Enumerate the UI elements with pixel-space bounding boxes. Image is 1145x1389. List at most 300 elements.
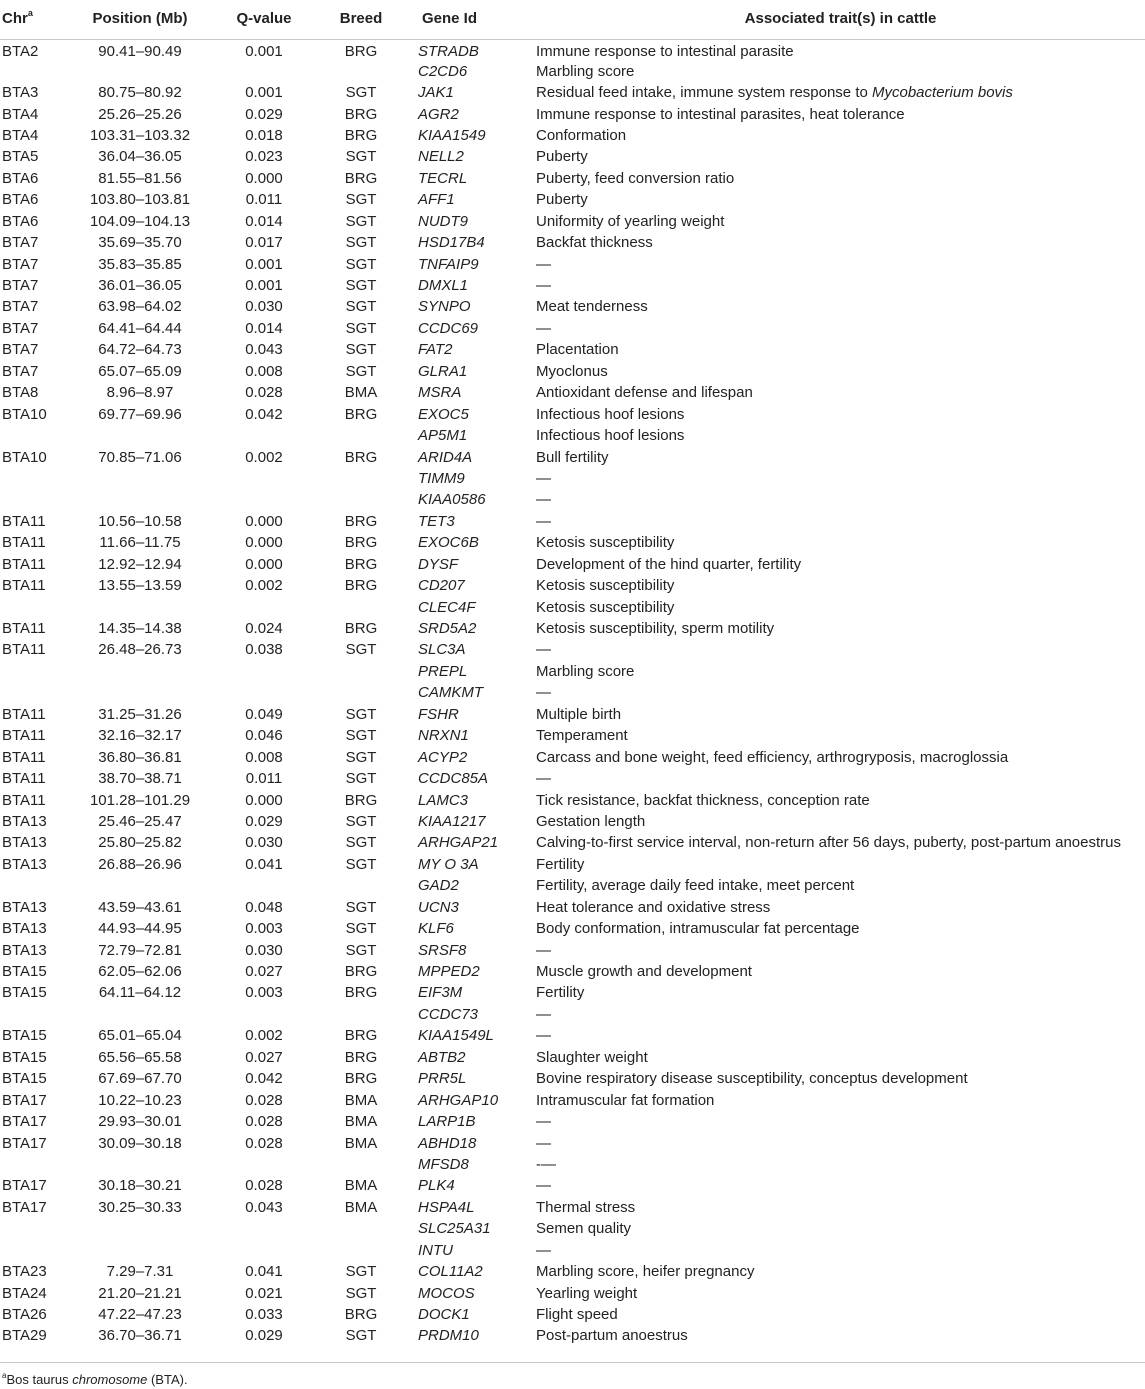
trait-cell: Semen quality bbox=[536, 1220, 632, 1238]
gene-cell: EIF3M bbox=[418, 984, 463, 1002]
position-cell: 64.41–64.44 bbox=[98, 319, 182, 337]
table-row bbox=[0, 961, 1145, 982]
trait-cell: Ketosis susceptibility bbox=[536, 577, 675, 595]
qvalue-cell: 0.000 bbox=[245, 512, 283, 530]
gene-cell: ARHGAP10 bbox=[418, 1091, 499, 1109]
breed-cell: BRG bbox=[344, 105, 378, 123]
qvalue-cell: 0.027 bbox=[245, 963, 283, 981]
breed-cell: SGT bbox=[345, 855, 377, 873]
table-row bbox=[0, 982, 1145, 1003]
gene-cell: INTU bbox=[418, 1241, 453, 1259]
breed-cell: SGT bbox=[345, 898, 377, 916]
chr-cell: BTA15 bbox=[2, 963, 47, 981]
trait-cell: Fertility bbox=[536, 855, 585, 873]
breed-cell: SGT bbox=[345, 277, 377, 295]
chr-cell: BTA15 bbox=[2, 1027, 47, 1045]
breed-cell: BRG bbox=[344, 555, 378, 573]
chr-cell: BTA13 bbox=[2, 941, 47, 959]
position-cell: 47.22–47.23 bbox=[98, 1306, 182, 1324]
chr-cell: BTA11 bbox=[2, 705, 46, 723]
table-row bbox=[0, 832, 1145, 853]
gene-cell: AP5M1 bbox=[418, 427, 468, 445]
position-cell: 21.20–21.21 bbox=[98, 1284, 182, 1302]
qvalue-cell bbox=[216, 596, 312, 617]
header-gene: Gene Id bbox=[410, 0, 536, 39]
trait-cell: Uniformity of yearling weight bbox=[536, 212, 725, 230]
table-row bbox=[0, 939, 1145, 960]
position-cell: 63.98–64.02 bbox=[98, 298, 182, 316]
position-cell bbox=[64, 596, 216, 617]
qvalue-cell: 0.029 bbox=[245, 812, 283, 830]
qvalue-cell: 0.030 bbox=[245, 834, 283, 852]
position-cell: 65.07–65.09 bbox=[98, 362, 182, 380]
table-row bbox=[0, 1197, 1145, 1218]
chr-cell: BTA17 bbox=[2, 1134, 47, 1152]
table-row bbox=[0, 554, 1145, 575]
qvalue-cell: 0.014 bbox=[245, 212, 283, 230]
qvalue-cell: 0.028 bbox=[245, 1113, 283, 1131]
breed-cell: SGT bbox=[345, 641, 377, 659]
position-cell: 104.09–104.13 bbox=[89, 212, 191, 230]
breed-cell bbox=[312, 596, 410, 617]
chr-cell: BTA7 bbox=[2, 298, 39, 316]
breed-cell bbox=[312, 682, 410, 703]
position-cell: 36.70–36.71 bbox=[98, 1327, 182, 1345]
gene-cell: CLEC4F bbox=[418, 598, 476, 616]
qvalue-cell: 0.027 bbox=[245, 1048, 283, 1066]
gene-cell: MPPED2 bbox=[418, 963, 480, 981]
table-row bbox=[0, 1240, 1145, 1261]
trait-cell: — bbox=[536, 941, 551, 959]
trait-cell: — bbox=[536, 512, 551, 530]
breed-cell: BRG bbox=[344, 791, 378, 809]
breed-cell: BRG bbox=[344, 963, 378, 981]
gene-cell: DOCK1 bbox=[418, 1306, 470, 1324]
breed-cell: BRG bbox=[344, 512, 378, 530]
gene-cell: HSPA4L bbox=[418, 1198, 475, 1216]
chr-cell: BTA7 bbox=[2, 362, 39, 380]
position-cell: 32.16–32.17 bbox=[98, 727, 182, 745]
trait-cell: Temperament bbox=[536, 727, 628, 745]
qvalue-cell: 0.029 bbox=[245, 1327, 283, 1345]
table-row bbox=[0, 146, 1145, 167]
table-row bbox=[0, 468, 1145, 489]
position-cell bbox=[64, 1218, 216, 1239]
breed-cell: SGT bbox=[345, 255, 377, 273]
trait-cell: — bbox=[536, 319, 551, 337]
breed-cell: SGT bbox=[345, 84, 377, 102]
breed-cell: BRG bbox=[344, 984, 378, 1002]
gene-cell: CCDC73 bbox=[418, 1005, 479, 1023]
trait-cell: Post-partum anoestrus bbox=[536, 1327, 688, 1345]
breed-cell: SGT bbox=[345, 1284, 377, 1302]
gene-cell: ABTB2 bbox=[418, 1048, 466, 1066]
breed-cell: SGT bbox=[345, 362, 377, 380]
position-cell: 43.59–43.61 bbox=[98, 898, 182, 916]
chr-cell: BTA17 bbox=[2, 1091, 47, 1109]
table-row bbox=[0, 1111, 1145, 1132]
gene-cell: KIAA1549 bbox=[418, 126, 486, 144]
table-row bbox=[0, 318, 1145, 339]
position-cell: 25.26–25.26 bbox=[98, 105, 182, 123]
position-cell: 29.93–30.01 bbox=[98, 1113, 182, 1131]
table-row bbox=[0, 511, 1145, 532]
header-trait: Associated trait(s) in cattle bbox=[536, 0, 1145, 39]
gene-cell: ARID4A bbox=[418, 448, 473, 466]
chr-cell: BTA13 bbox=[2, 920, 47, 938]
qvalue-cell: 0.028 bbox=[245, 1091, 283, 1109]
gene-cell: CCDC69 bbox=[418, 319, 479, 337]
chr-cell: BTA11 bbox=[2, 620, 46, 638]
position-cell: 30.18–30.21 bbox=[98, 1177, 182, 1195]
position-cell: 36.04–36.05 bbox=[98, 148, 182, 166]
breed-cell: SGT bbox=[345, 1327, 377, 1345]
trait-cell: Puberty, feed conversion ratio bbox=[536, 169, 735, 187]
breed-cell: SGT bbox=[345, 705, 377, 723]
trait-cell: — bbox=[536, 1027, 551, 1045]
gene-cell: AGR2 bbox=[418, 105, 459, 123]
qvalue-cell: 0.000 bbox=[245, 169, 283, 187]
table-row bbox=[0, 253, 1145, 274]
trait-cell: Bull fertility bbox=[536, 448, 609, 466]
chr-cell: BTA17 bbox=[2, 1177, 47, 1195]
gene-cell: GLRA1 bbox=[418, 362, 468, 380]
position-cell: 80.75–80.92 bbox=[98, 84, 182, 102]
qvalue-cell bbox=[216, 682, 312, 703]
table-row bbox=[0, 1132, 1145, 1153]
table-row bbox=[0, 875, 1145, 896]
qvalue-cell: 0.043 bbox=[245, 1198, 283, 1216]
trait-cell: Flight speed bbox=[536, 1306, 618, 1324]
position-cell: 65.01–65.04 bbox=[98, 1027, 182, 1045]
header-qvalue: Q-value bbox=[216, 0, 312, 39]
table-row bbox=[0, 768, 1145, 789]
table-row bbox=[0, 1025, 1145, 1046]
position-cell bbox=[64, 661, 216, 682]
breed-cell: SGT bbox=[345, 319, 377, 337]
qvalue-cell: 0.002 bbox=[245, 448, 283, 466]
qvalue-cell: 0.003 bbox=[245, 920, 283, 938]
trait-cell: Muscle growth and development bbox=[536, 963, 752, 981]
chr-cell bbox=[0, 425, 64, 446]
breed-cell: BRG bbox=[344, 448, 378, 466]
breed-cell bbox=[312, 1240, 410, 1261]
trait-cell: -— bbox=[536, 1155, 556, 1173]
position-cell: 12.92–12.94 bbox=[98, 555, 182, 573]
trait-cell: Antioxidant defense and lifespan bbox=[536, 384, 753, 402]
breed-cell: SGT bbox=[345, 298, 377, 316]
chr-cell: BTA13 bbox=[2, 898, 47, 916]
chr-cell: BTA24 bbox=[2, 1284, 47, 1302]
gene-cell: PLK4 bbox=[418, 1177, 455, 1195]
table-row bbox=[0, 639, 1145, 660]
trait-cell: Conformation bbox=[536, 126, 627, 144]
chr-cell bbox=[0, 661, 64, 682]
position-cell: 30.25–30.33 bbox=[98, 1198, 182, 1216]
position-cell: 101.28–101.29 bbox=[89, 791, 191, 809]
position-cell: 69.77–69.96 bbox=[98, 405, 182, 423]
trait-cell: Intramuscular fat formation bbox=[536, 1091, 715, 1109]
chr-cell: BTA6 bbox=[2, 212, 39, 230]
trait-cell: Immune response to intestinal parasite bbox=[536, 42, 794, 60]
qvalue-cell: 0.000 bbox=[245, 534, 283, 552]
gene-cell: STRADB bbox=[418, 42, 479, 60]
gene-cell: CAMKMT bbox=[418, 684, 483, 702]
gene-cell: EXOC5 bbox=[418, 405, 469, 423]
chr-cell bbox=[0, 489, 64, 510]
qvalue-cell: 0.042 bbox=[245, 1070, 283, 1088]
table-row bbox=[0, 361, 1145, 382]
trait-cell: Development of the hind quarter, fertility bbox=[536, 555, 802, 573]
gene-cell: HSD17B4 bbox=[418, 234, 485, 252]
chr-cell: BTA2 bbox=[2, 42, 39, 60]
position-cell: 70.85–71.06 bbox=[98, 448, 182, 466]
table-row bbox=[0, 339, 1145, 360]
breed-cell: BRG bbox=[344, 620, 378, 638]
trait-cell: — bbox=[536, 469, 551, 487]
gene-cell: SLC3A bbox=[418, 641, 466, 659]
table-row bbox=[0, 1154, 1145, 1175]
position-cell: 11.66–11.75 bbox=[99, 534, 181, 552]
qvalue-cell: 0.030 bbox=[245, 298, 283, 316]
gene-cell: GAD2 bbox=[418, 877, 459, 895]
position-cell: 7.29–7.31 bbox=[106, 1263, 174, 1281]
position-cell: 103.80–103.81 bbox=[89, 191, 191, 209]
table-row bbox=[0, 897, 1145, 918]
trait-cell: Ketosis susceptibility, sperm motility bbox=[536, 620, 775, 638]
gene-cell: TET3 bbox=[418, 512, 455, 530]
gene-cell: MOCOS bbox=[418, 1284, 475, 1302]
qvalue-cell: 0.014 bbox=[245, 319, 283, 337]
qvalue-cell: 0.018 bbox=[245, 126, 283, 144]
trait-cell: Marbling score, heifer pregnancy bbox=[536, 1263, 755, 1281]
table-row bbox=[0, 103, 1145, 124]
gene-cell: SYNPO bbox=[418, 298, 471, 316]
table-row bbox=[0, 446, 1145, 467]
trait-cell: Residual feed intake, immune system response to Mycobacterium bovis bbox=[536, 84, 1013, 102]
chr-cell: BTA7 bbox=[2, 234, 39, 252]
chr-cell: BTA11 bbox=[2, 555, 46, 573]
qvalue-cell bbox=[216, 1218, 312, 1239]
breed-cell: BRG bbox=[344, 405, 378, 423]
chr-cell: BTA6 bbox=[2, 169, 39, 187]
chr-cell: BTA13 bbox=[2, 834, 47, 852]
breed-cell: BRG bbox=[344, 1048, 378, 1066]
table-row bbox=[0, 232, 1145, 253]
chr-cell: BTA29 bbox=[2, 1327, 47, 1345]
table-row bbox=[0, 746, 1145, 767]
breed-cell: SGT bbox=[345, 1263, 377, 1281]
chr-cell: BTA11 bbox=[2, 641, 46, 659]
gene-cell: NUDT9 bbox=[418, 212, 469, 230]
qvalue-cell: 0.029 bbox=[245, 105, 283, 123]
chr-cell: BTA5 bbox=[2, 148, 39, 166]
header-chr: Chr$^a$ bbox=[0, 0, 64, 39]
trait-cell: Yearling weight bbox=[536, 1284, 638, 1302]
breed-cell: SGT bbox=[345, 212, 377, 230]
chr-cell: BTA11 bbox=[2, 791, 46, 809]
chr-cell bbox=[0, 1240, 64, 1261]
trait-cell: Tick resistance, backfat thickness, conception rate bbox=[536, 791, 870, 809]
trait-cell: Thermal stress bbox=[536, 1198, 636, 1216]
chr-cell: BTA7 bbox=[2, 277, 39, 295]
gene-cell: MY O 3A bbox=[418, 855, 479, 873]
chr-cell: BTA7 bbox=[2, 319, 39, 337]
chr-cell: BTA10 bbox=[2, 448, 47, 466]
gene-cell: KLF6 bbox=[418, 920, 454, 938]
breed-cell bbox=[312, 468, 410, 489]
breed-cell: BRG bbox=[344, 534, 378, 552]
gene-cell: ACYP2 bbox=[418, 748, 468, 766]
breed-cell: SGT bbox=[345, 148, 377, 166]
trait-cell: — bbox=[536, 1005, 551, 1023]
chr-cell: BTA15 bbox=[2, 984, 47, 1002]
table-row bbox=[0, 704, 1145, 725]
table-row bbox=[0, 1261, 1145, 1282]
qvalue-cell: 0.001 bbox=[245, 42, 283, 60]
breed-cell: SGT bbox=[345, 834, 377, 852]
qvalue-cell: 0.001 bbox=[245, 84, 283, 102]
trait-cell: Infectious hoof lesions bbox=[536, 427, 685, 445]
position-cell: 81.55–81.56 bbox=[98, 169, 182, 187]
chr-cell: BTA13 bbox=[2, 855, 47, 873]
position-cell bbox=[64, 1154, 216, 1175]
breed-cell: SGT bbox=[345, 234, 377, 252]
table-row bbox=[0, 125, 1145, 146]
gene-cell: DYSF bbox=[418, 555, 459, 573]
table-row bbox=[0, 82, 1145, 103]
position-cell bbox=[64, 875, 216, 896]
qvalue-cell: 0.046 bbox=[245, 727, 283, 745]
footnote: $^a$Bos taurus chromosome (BTA). bbox=[2, 1370, 188, 1387]
table-bottom-rule bbox=[0, 1362, 1145, 1363]
table-row bbox=[0, 1282, 1145, 1303]
position-cell: 14.35–14.38 bbox=[98, 620, 182, 638]
breed-cell: BMA bbox=[344, 1091, 378, 1109]
header-row bbox=[0, 0, 1145, 39]
table-row bbox=[0, 1047, 1145, 1068]
chr-cell: BTA3 bbox=[2, 84, 39, 102]
qvalue-cell bbox=[216, 1240, 312, 1261]
qvalue-cell: 0.003 bbox=[245, 984, 283, 1002]
trait-cell: Ketosis susceptibility bbox=[536, 598, 675, 616]
breed-cell: BRG bbox=[344, 1306, 378, 1324]
position-cell: 64.72–64.73 bbox=[98, 341, 182, 359]
table-row bbox=[0, 489, 1145, 510]
breed-cell: SGT bbox=[345, 812, 377, 830]
chr-cell bbox=[0, 1004, 64, 1025]
qvalue-cell bbox=[216, 489, 312, 510]
gene-cell: JAK1 bbox=[418, 84, 454, 102]
qvalue-cell: 0.011 bbox=[245, 770, 283, 788]
table-row bbox=[0, 918, 1145, 939]
table-row bbox=[0, 425, 1145, 446]
gene-cell: SRD5A2 bbox=[418, 620, 477, 638]
qvalue-cell: 0.002 bbox=[245, 577, 283, 595]
trait-cell: — bbox=[536, 641, 551, 659]
gene-cell: LARP1B bbox=[418, 1113, 476, 1131]
gene-cell: EXOC6B bbox=[418, 534, 479, 552]
gene-cell: KIAA1549L bbox=[418, 1027, 494, 1045]
position-cell: 36.01–36.05 bbox=[98, 277, 182, 295]
gene-cell: CCDC85A bbox=[418, 770, 489, 788]
gene-cell: TIMM9 bbox=[418, 469, 465, 487]
qvalue-cell bbox=[216, 875, 312, 896]
qvalue-cell bbox=[216, 468, 312, 489]
trait-cell: — bbox=[536, 255, 551, 273]
qvalue-cell: 0.002 bbox=[245, 1027, 283, 1045]
qvalue-cell: 0.001 bbox=[245, 255, 283, 273]
breed-cell: BMA bbox=[344, 1177, 378, 1195]
table-row bbox=[0, 39, 1145, 60]
chr-cell: BTA4 bbox=[2, 105, 39, 123]
chr-cell: BTA11 bbox=[2, 577, 46, 595]
trait-cell: — bbox=[536, 1177, 551, 1195]
breed-cell bbox=[312, 425, 410, 446]
table-row bbox=[0, 168, 1145, 189]
qvalue-cell: 0.028 bbox=[245, 384, 283, 402]
header-breed: Breed bbox=[312, 0, 410, 39]
qvalue-cell: 0.030 bbox=[245, 941, 283, 959]
breed-cell: BRG bbox=[344, 1027, 378, 1045]
chr-cell bbox=[0, 60, 64, 81]
breed-cell: BMA bbox=[344, 1134, 378, 1152]
chr-cell bbox=[0, 596, 64, 617]
breed-cell bbox=[312, 489, 410, 510]
position-cell bbox=[64, 468, 216, 489]
table-row bbox=[0, 1004, 1145, 1025]
chr-cell: BTA11 bbox=[2, 727, 46, 745]
position-cell: 36.80–36.81 bbox=[98, 748, 182, 766]
qvalue-cell bbox=[216, 661, 312, 682]
table-row bbox=[0, 1304, 1145, 1325]
chr-cell bbox=[0, 1218, 64, 1239]
trait-cell: — bbox=[536, 277, 551, 295]
position-cell: 13.55–13.59 bbox=[98, 577, 182, 595]
breed-cell: SGT bbox=[345, 748, 377, 766]
table-row bbox=[0, 403, 1145, 424]
trait-cell: Ketosis susceptibility bbox=[536, 534, 675, 552]
chr-cell bbox=[0, 1154, 64, 1175]
breed-cell: SGT bbox=[345, 191, 377, 209]
chr-cell: BTA15 bbox=[2, 1048, 47, 1066]
gene-cell: DMXL1 bbox=[418, 277, 469, 295]
trait-cell: Myoclonus bbox=[536, 362, 608, 380]
position-cell: 65.56–65.58 bbox=[98, 1048, 182, 1066]
gene-cell: COL11A2 bbox=[418, 1263, 483, 1281]
position-cell: 10.56–10.58 bbox=[98, 512, 182, 530]
position-cell: 8.96–8.97 bbox=[106, 384, 174, 402]
position-cell: 90.41–90.49 bbox=[98, 42, 182, 60]
trait-cell: Multiple birth bbox=[536, 705, 622, 723]
table-row bbox=[0, 618, 1145, 639]
breed-cell bbox=[312, 661, 410, 682]
trait-cell: Carcass and bone weight, feed efficiency, arthrogryposis, macroglossia bbox=[536, 748, 1009, 766]
qvalue-cell: 0.000 bbox=[245, 555, 283, 573]
position-cell bbox=[64, 425, 216, 446]
gene-cell: PRR5L bbox=[418, 1070, 467, 1088]
trait-cell: Placentation bbox=[536, 341, 619, 359]
trait-cell: — bbox=[536, 491, 551, 509]
trait-cell: Backfat thickness bbox=[536, 234, 653, 252]
position-cell bbox=[64, 489, 216, 510]
table-row bbox=[0, 1089, 1145, 1110]
trait-cell: Meat tenderness bbox=[536, 298, 648, 316]
table-row bbox=[0, 789, 1145, 810]
qvalue-cell: 0.041 bbox=[245, 1263, 283, 1281]
breed-cell bbox=[312, 1004, 410, 1025]
gene-cell: KIAA0586 bbox=[418, 491, 486, 509]
